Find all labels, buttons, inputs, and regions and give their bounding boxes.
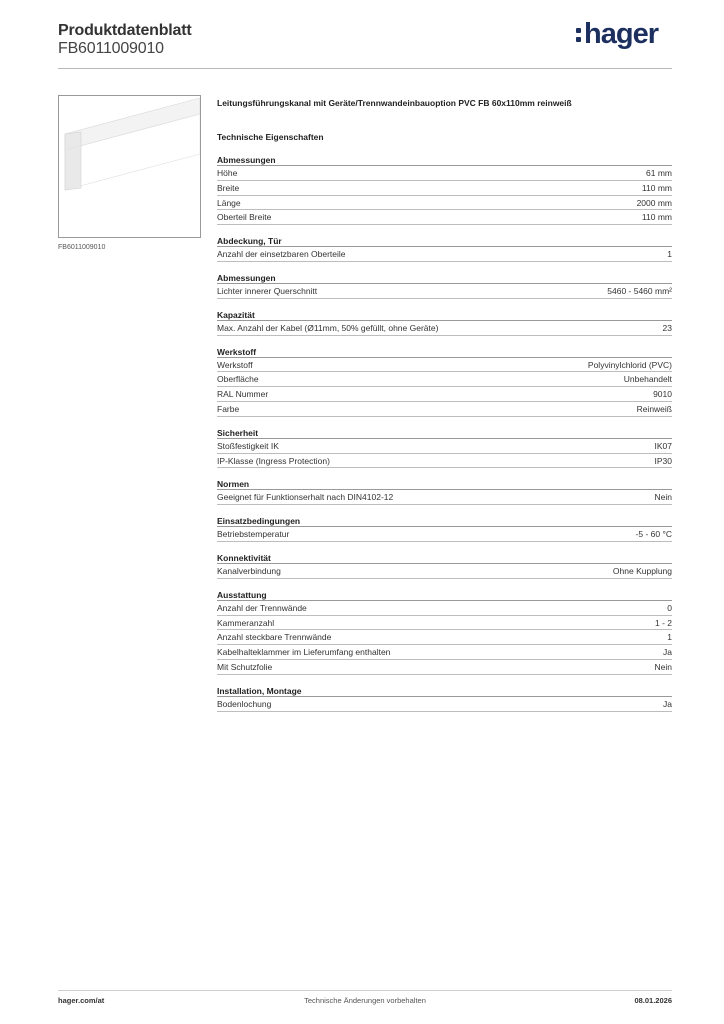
spec-value: 110 mm	[641, 212, 672, 223]
spec-row	[217, 247, 672, 262]
header-divider	[58, 68, 672, 69]
spec-label: Mit Schutzfolie	[217, 661, 273, 672]
spec-label: Länge	[217, 197, 241, 208]
spec-value: 9010	[653, 389, 672, 400]
spec-value: IK07	[654, 440, 672, 451]
spec-row	[217, 196, 672, 211]
spec-value: 0	[667, 602, 672, 613]
spec-label: RAL Nummer	[217, 389, 269, 400]
spec-value: Ja	[663, 647, 672, 658]
spec-group	[217, 427, 672, 469]
spec-group-title: Kapazität	[217, 309, 672, 321]
spec-row	[217, 527, 672, 542]
spec-label: Oberteil Breite	[217, 212, 272, 223]
spec-value: 1	[667, 632, 672, 643]
spec-content	[217, 96, 672, 712]
spec-value: Unbehandelt	[623, 374, 672, 385]
spec-label: Kabelhalteklammer im Lieferumfang enthalten	[217, 647, 391, 658]
spec-group	[217, 589, 672, 675]
spec-label: Anzahl steckbare Trennwände	[217, 632, 332, 643]
spec-row	[217, 387, 672, 402]
spec-label: Oberfläche	[217, 374, 259, 385]
spec-value: IP30	[654, 455, 672, 466]
logo-dots-icon	[576, 28, 581, 42]
footer-date: 08.01.2026	[634, 996, 672, 1005]
product-name: Leitungsführungskanal mit Geräte/Trennwandeinbauoption PVC FB 60x110mm reinweiß	[217, 98, 572, 108]
spec-label: Höhe	[217, 168, 238, 178]
spec-label: Bodenlochung	[217, 698, 272, 709]
spec-label: Stoßfestigkeit IK	[217, 440, 279, 451]
logo-text: hager	[584, 17, 658, 50]
spec-group	[217, 154, 672, 225]
spec-label: Farbe	[217, 403, 240, 414]
footer-note: Technische Änderungen vorbehalten	[304, 996, 426, 1005]
spec-value: 110 mm	[641, 182, 672, 193]
spec-label: Lichter innerer Querschnitt	[217, 285, 318, 296]
spec-group-title: Sicherheit	[217, 427, 672, 439]
spec-label: Kanalverbindung	[217, 565, 281, 576]
spec-row	[217, 645, 672, 660]
hager-logo	[576, 17, 658, 50]
spec-label: Breite	[217, 182, 240, 193]
spec-group-title: Ausstattung	[217, 589, 672, 601]
spec-group	[217, 515, 672, 542]
spec-group-title: Abmessungen	[217, 154, 672, 166]
spec-group-title: Abdeckung, Tür	[217, 235, 672, 247]
spec-row	[217, 616, 672, 631]
section-title: Technische Eigenschaften	[217, 132, 324, 142]
spec-value: Ja	[663, 698, 672, 709]
spec-label: Anzahl der Trennwände	[217, 602, 307, 613]
image-caption: FB6011009010	[58, 244, 106, 251]
spec-group-title: Abmessungen	[217, 272, 672, 284]
spec-value: Polyvinylchlorid (PVC)	[587, 359, 672, 370]
spec-group-title: Werkstoff	[217, 346, 672, 358]
spec-label: Anzahl der einsetzbaren Oberteile	[217, 249, 346, 260]
spec-label: Geeignet für Funktionserhalt nach DIN4102-12	[217, 492, 394, 503]
page-footer	[58, 996, 672, 1008]
spec-label: Werkstoff	[217, 359, 253, 370]
spec-row	[217, 210, 672, 225]
spec-row	[217, 284, 672, 299]
spec-row	[217, 372, 672, 387]
spec-value: -5 - 60 °C	[635, 529, 672, 540]
spec-row	[217, 697, 672, 712]
spec-value: 1 - 2	[654, 617, 672, 628]
spec-group-title: Installation, Montage	[217, 685, 672, 697]
spec-value: Reinweiß	[636, 403, 672, 414]
spec-row	[217, 630, 672, 645]
spec-value: Nein	[654, 661, 672, 672]
spec-row	[217, 321, 672, 336]
spec-value: 61 mm	[646, 168, 672, 178]
spec-row	[217, 490, 672, 505]
footer-website: hager.com/at	[58, 996, 105, 1005]
spec-value: Nein	[654, 492, 672, 503]
spec-row	[217, 181, 672, 196]
spec-group	[217, 552, 672, 579]
spec-value: 2000 mm	[636, 197, 672, 208]
spec-value: 23	[662, 322, 672, 333]
spec-value: Ohne Kupplung	[612, 565, 672, 576]
document-title: Produktdatenblatt	[58, 22, 192, 39]
spec-label: Betriebstemperatur	[217, 529, 290, 540]
spec-label: Kammeranzahl	[217, 617, 275, 628]
spec-row	[217, 402, 672, 417]
spec-group	[217, 309, 672, 336]
footer-divider	[58, 990, 672, 991]
page-header	[58, 17, 672, 70]
spec-row	[217, 454, 672, 469]
spec-group-title: Konnektivität	[217, 552, 672, 564]
spec-label: Max. Anzahl der Kabel (Ø11mm, 50% gefüllt, ohne Geräte)	[217, 322, 439, 333]
spec-group-title: Normen	[217, 478, 672, 490]
spec-group	[217, 478, 672, 505]
product-image	[58, 95, 201, 238]
spec-row	[217, 601, 672, 616]
spec-row	[217, 358, 672, 373]
spec-label: IP-Klasse (Ingress Protection)	[217, 455, 330, 466]
spec-group	[217, 235, 672, 262]
spec-row	[217, 660, 672, 675]
spec-group	[217, 272, 672, 299]
spec-group	[217, 685, 672, 712]
spec-groups	[217, 154, 672, 712]
spec-row	[217, 166, 672, 181]
spec-value: 1	[667, 249, 672, 260]
spec-row	[217, 439, 672, 454]
cable-duct-illustration	[59, 96, 200, 237]
spec-group	[217, 346, 672, 417]
document-number: FB6011009010	[58, 40, 164, 57]
spec-row	[217, 564, 672, 579]
spec-value: 5460 - 5460 mm²	[607, 285, 672, 296]
spec-group-title: Einsatzbedingungen	[217, 515, 672, 527]
